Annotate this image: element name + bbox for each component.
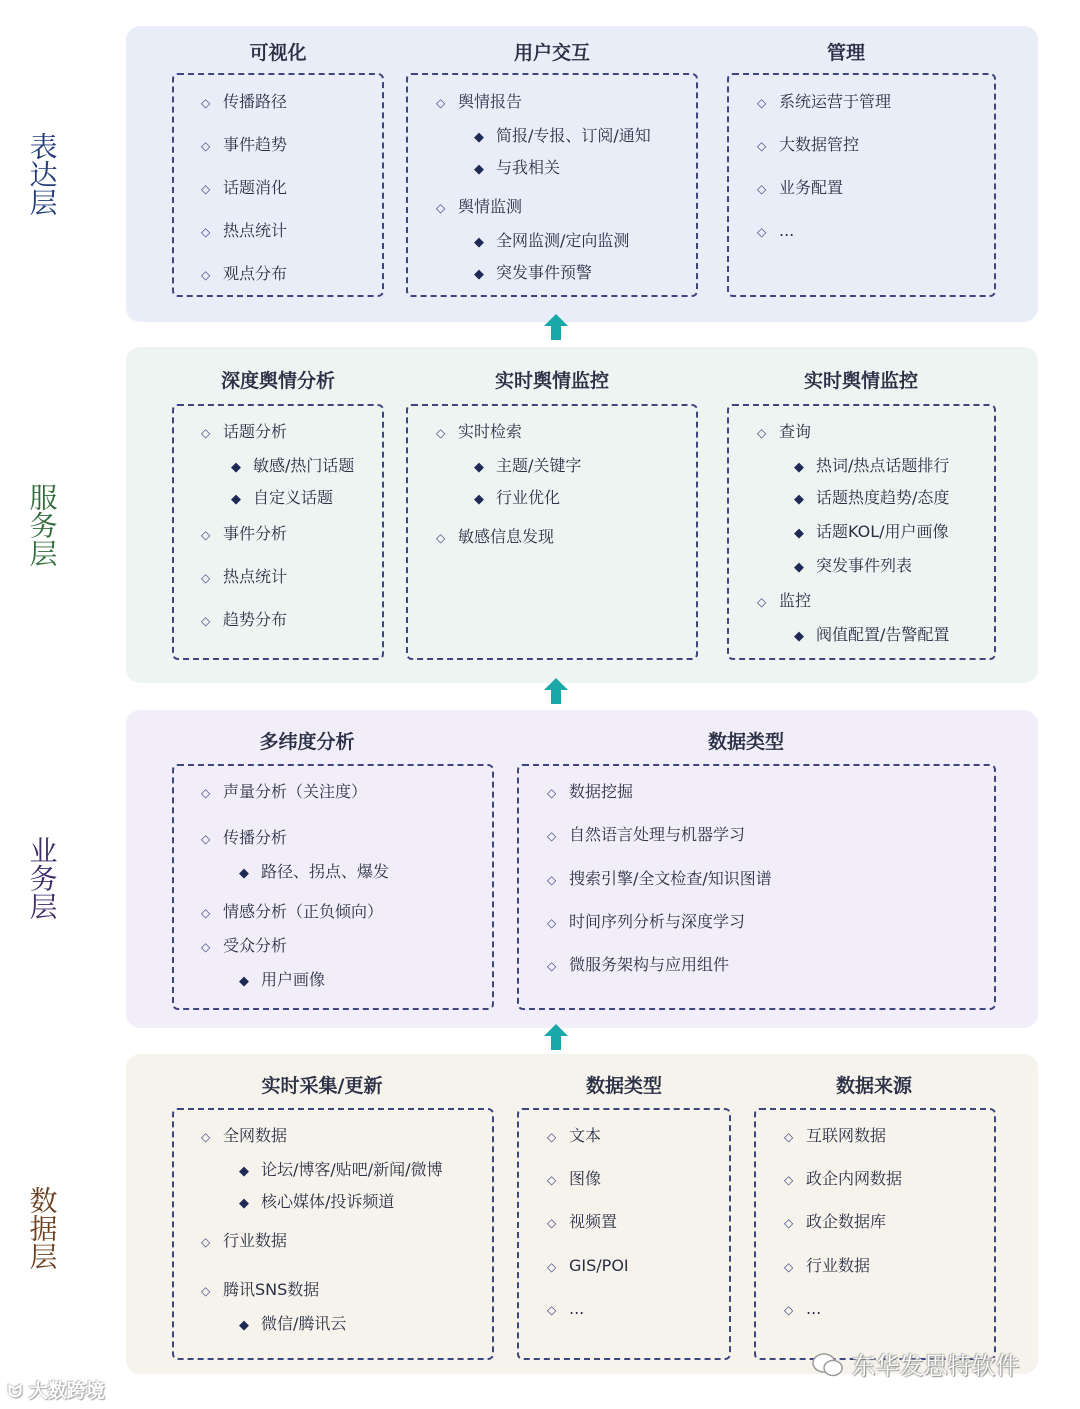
section-title-realtime-monitor: 实时舆情监控 — [494, 370, 609, 392]
list-item-text: 监控 — [779, 591, 812, 610]
service-layer-label — [22, 483, 62, 574]
list-item-text: 核心媒体/投诉频道 — [261, 1192, 395, 1211]
list-item-text: 简报/专报、订阅/通知 — [496, 126, 651, 145]
list-item-text: ... — [569, 1299, 585, 1318]
up-arrow-icon — [544, 678, 568, 704]
filled-diamond-icon: ◆ — [231, 492, 241, 507]
hollow-diamond-icon: ◇ — [784, 1260, 794, 1274]
list-item — [436, 197, 522, 218]
list-item-text: 热词/热点话题排行 — [816, 456, 950, 475]
list-item-text: 微信/腾讯云 — [261, 1314, 347, 1333]
list-item — [547, 955, 729, 976]
list-item — [784, 1169, 902, 1190]
list-item — [201, 524, 287, 545]
list-item-text: 话题分析 — [223, 422, 288, 441]
hollow-diamond-icon: ◇ — [201, 182, 211, 196]
hollow-diamond-icon: ◇ — [201, 268, 211, 282]
filled-diamond-icon: ◆ — [474, 130, 484, 145]
watermark-left — [8, 1376, 105, 1403]
section-title-data-types: 数据类型 — [585, 1075, 662, 1097]
business-layer-label — [22, 836, 62, 927]
up-arrow-icon — [544, 1024, 568, 1050]
list-item — [784, 1299, 821, 1320]
hollow-diamond-icon: ◇ — [201, 96, 211, 110]
hollow-diamond-icon: ◇ — [784, 1303, 794, 1317]
hollow-diamond-icon: ◇ — [547, 1173, 557, 1187]
list-item — [474, 456, 581, 478]
list-item — [201, 828, 287, 849]
list-item — [201, 567, 287, 588]
hollow-diamond-icon: ◇ — [436, 531, 446, 545]
hollow-diamond-icon: ◇ — [201, 1235, 211, 1249]
list-item-text: 时间序列分析与深度学习 — [569, 912, 746, 931]
list-item-text: 突发事件列表 — [816, 556, 913, 575]
list-item-text: 话题消化 — [223, 178, 288, 197]
list-item — [757, 591, 811, 612]
hollow-diamond-icon: ◇ — [547, 1216, 557, 1230]
hollow-diamond-icon: ◇ — [436, 426, 446, 440]
hollow-diamond-icon: ◇ — [201, 426, 211, 440]
expression-layer-label — [22, 132, 62, 223]
list-item — [474, 263, 592, 285]
list-item-text: 系统运营于管理 — [779, 92, 892, 111]
hollow-diamond-icon: ◇ — [201, 614, 211, 628]
list-item-text: 大数据管控 — [779, 135, 860, 154]
filled-diamond-icon: ◆ — [794, 526, 804, 541]
section-title-realtime-collection: 实时采集/更新 — [261, 1075, 383, 1097]
list-item — [239, 1192, 394, 1214]
list-item-text: 实时检索 — [458, 422, 523, 441]
section-title-multi-dimension: 多纬度分析 — [259, 731, 355, 753]
list-item — [757, 422, 811, 443]
list-item-text: 情感分析（正负倾向） — [223, 902, 384, 921]
list-item-text: 政企数据库 — [806, 1212, 887, 1231]
list-item — [794, 625, 949, 647]
hollow-diamond-icon: ◇ — [201, 139, 211, 153]
list-item — [547, 1212, 617, 1233]
section-title-realtime-monitor-2: 实时舆情监控 — [803, 370, 918, 392]
hollow-diamond-icon: ◇ — [757, 139, 767, 153]
list-item — [547, 869, 772, 890]
list-item — [239, 970, 325, 992]
list-item — [794, 522, 949, 544]
list-item-text: 主题/关键字 — [496, 456, 582, 475]
hollow-diamond-icon: ◇ — [547, 873, 557, 887]
list-item-text: 全网监测/定向监测 — [496, 231, 630, 250]
filled-diamond-icon: ◆ — [231, 460, 241, 475]
list-item — [547, 1169, 601, 1190]
hollow-diamond-icon: ◇ — [757, 595, 767, 609]
list-item-text: 与我相关 — [496, 158, 561, 177]
hollow-diamond-icon: ◇ — [547, 786, 557, 800]
hollow-diamond-icon: ◇ — [547, 1260, 557, 1274]
hollow-diamond-icon: ◇ — [547, 1130, 557, 1144]
list-item-text: GIS/POI — [569, 1256, 629, 1275]
section-title-data-sources: 数据来源 — [835, 1075, 912, 1097]
list-item — [757, 221, 794, 242]
watermark-left-text: 大数跨境 — [28, 1380, 105, 1402]
section-title-user-interaction: 用户交互 — [513, 42, 590, 64]
list-item — [436, 422, 522, 443]
hollow-diamond-icon: ◇ — [547, 916, 557, 930]
list-item — [239, 1160, 443, 1182]
section-title-deep-analysis: 深度舆情分析 — [220, 370, 335, 392]
list-item — [547, 1256, 629, 1277]
business-layer-label-text: 业务层 — [25, 836, 59, 920]
list-item-text: 互联网数据 — [806, 1126, 887, 1145]
wechat-logo-icon — [812, 1352, 844, 1378]
list-item-text: 腾讯SNS数据 — [223, 1280, 320, 1299]
list-item-text: 文本 — [569, 1126, 602, 1145]
hollow-diamond-icon: ◇ — [547, 959, 557, 973]
list-item-text: 舆情报告 — [458, 92, 523, 111]
list-item — [239, 862, 389, 884]
filled-diamond-icon: ◆ — [239, 1164, 249, 1179]
list-item — [757, 92, 891, 113]
list-item-text: 论坛/博客/贴吧/新闻/微博 — [261, 1160, 443, 1179]
list-item-text: 事件分析 — [223, 524, 288, 543]
list-item — [436, 92, 522, 113]
list-item-text: 路径、拐点、爆发 — [261, 862, 390, 881]
list-item — [201, 135, 287, 156]
list-item-text: 热点统计 — [223, 221, 288, 240]
list-item-text: 热点统计 — [223, 567, 288, 586]
data-layer-label — [22, 1186, 62, 1277]
list-item-text: 敏感信息发现 — [458, 527, 555, 546]
list-item — [201, 1231, 287, 1252]
hollow-diamond-icon: ◇ — [201, 786, 211, 800]
list-item-text: 敏感/热门话题 — [253, 456, 355, 475]
list-item-text: 自定义话题 — [253, 488, 334, 507]
filled-diamond-icon: ◆ — [794, 492, 804, 507]
filled-diamond-icon: ◆ — [474, 492, 484, 507]
list-item-text: 事件趋势 — [223, 135, 288, 154]
list-item-text: 全网数据 — [223, 1126, 288, 1145]
list-item — [784, 1212, 886, 1233]
list-item-text: 阀值配置/告警配置 — [816, 625, 950, 644]
list-item — [201, 221, 287, 242]
hollow-diamond-icon: ◇ — [436, 96, 446, 110]
list-item — [436, 527, 554, 548]
filled-diamond-icon: ◆ — [239, 1318, 249, 1333]
hollow-diamond-icon: ◇ — [757, 182, 767, 196]
hollow-diamond-icon: ◇ — [201, 225, 211, 239]
list-item-text: 舆情监测 — [458, 197, 523, 216]
list-item-text: 行业数据 — [223, 1231, 288, 1250]
list-item-text: 观点分布 — [223, 264, 288, 283]
list-item — [231, 488, 333, 510]
list-item-text: ... — [806, 1299, 822, 1318]
list-item — [784, 1256, 870, 1277]
hollow-diamond-icon: ◇ — [784, 1173, 794, 1187]
hollow-diamond-icon: ◇ — [757, 96, 767, 110]
hollow-diamond-icon: ◇ — [757, 225, 767, 239]
list-item — [547, 1126, 601, 1147]
list-item-text: 声量分析（关注度） — [223, 782, 368, 801]
watermark-right — [812, 1346, 1020, 1381]
list-item — [201, 92, 287, 113]
list-item-text: 突发事件预警 — [496, 263, 593, 282]
list-item — [201, 782, 367, 803]
hollow-diamond-icon: ◇ — [784, 1130, 794, 1144]
list-item — [757, 178, 843, 199]
hollow-diamond-icon: ◇ — [201, 906, 211, 920]
list-item — [794, 456, 949, 478]
hollow-diamond-icon: ◇ — [757, 426, 767, 440]
hollow-diamond-icon: ◇ — [547, 829, 557, 843]
hollow-diamond-icon: ◇ — [201, 940, 211, 954]
list-item-text: 数据挖掘 — [569, 782, 634, 801]
list-item — [474, 231, 629, 253]
list-item-text: 视频置 — [569, 1212, 618, 1231]
list-item — [547, 1299, 584, 1320]
filled-diamond-icon: ◆ — [794, 629, 804, 644]
watermark-right-text: 东华发思特软件 — [851, 1352, 1020, 1380]
list-item-text: 受众分析 — [223, 936, 288, 955]
hollow-diamond-icon: ◇ — [201, 832, 211, 846]
filled-diamond-icon: ◆ — [239, 974, 249, 989]
filled-diamond-icon: ◆ — [474, 460, 484, 475]
hollow-diamond-icon: ◇ — [436, 201, 446, 215]
filled-diamond-icon: ◆ — [239, 866, 249, 881]
list-item-text: ... — [779, 221, 795, 240]
list-item-text: 趋势分布 — [223, 610, 288, 629]
list-item — [239, 1314, 346, 1336]
list-item — [201, 264, 287, 285]
filled-diamond-icon: ◆ — [474, 162, 484, 177]
list-item — [201, 178, 287, 199]
list-item — [201, 422, 287, 443]
list-item-text: 图像 — [569, 1169, 602, 1188]
list-item — [794, 556, 912, 578]
up-arrow-icon — [544, 314, 568, 340]
list-item — [201, 1126, 287, 1147]
list-item — [231, 456, 354, 478]
service-layer-label-text: 服务层 — [25, 483, 59, 567]
hollow-diamond-icon: ◇ — [201, 1130, 211, 1144]
filled-diamond-icon: ◆ — [794, 460, 804, 475]
hollow-diamond-icon: ◇ — [201, 571, 211, 585]
list-item — [474, 488, 560, 510]
filled-diamond-icon: ◆ — [239, 1196, 249, 1211]
hollow-diamond-icon: ◇ — [201, 1284, 211, 1298]
list-item — [201, 936, 287, 957]
list-item-text: 行业优化 — [496, 488, 561, 507]
list-item-text: 传播分析 — [223, 828, 288, 847]
hollow-diamond-icon: ◇ — [784, 1216, 794, 1230]
section-title-data-types-business: 数据类型 — [707, 731, 784, 753]
list-item — [201, 1280, 319, 1301]
filled-diamond-icon: ◆ — [474, 235, 484, 250]
list-item-text: 搜索引擎/全文检查/知识图谱 — [569, 869, 772, 888]
list-item — [201, 902, 383, 923]
list-item-text: 用户画像 — [261, 970, 326, 989]
hollow-diamond-icon: ◇ — [547, 1303, 557, 1317]
list-item-text: 话题热度趋势/态度 — [816, 488, 950, 507]
list-item — [201, 610, 287, 631]
list-item — [474, 158, 560, 180]
list-item — [547, 825, 745, 846]
list-item — [794, 488, 949, 510]
filled-diamond-icon: ◆ — [474, 267, 484, 282]
list-item — [547, 912, 745, 933]
list-item-text: 自然语言处理与机器学习 — [569, 825, 746, 844]
list-item-text: 业务配置 — [779, 178, 844, 197]
section-title-visualization: 可视化 — [249, 42, 307, 64]
list-item-text: 行业数据 — [806, 1256, 871, 1275]
filled-diamond-icon: ◆ — [794, 560, 804, 575]
list-item — [784, 1126, 886, 1147]
list-item — [547, 782, 633, 803]
list-item-text: 微服务架构与应用组件 — [569, 955, 730, 974]
list-item-text: 话题KOL/用户画像 — [816, 522, 949, 541]
hollow-diamond-icon: ◇ — [201, 528, 211, 542]
list-item — [757, 135, 859, 156]
list-item-text: 传播路径 — [223, 92, 288, 111]
list-item — [474, 126, 651, 148]
list-item-text: 查询 — [779, 422, 812, 441]
expression-layer-label-text: 表达层 — [25, 132, 59, 216]
data-layer-label-text: 数据层 — [25, 1186, 59, 1270]
section-title-management: 管理 — [826, 42, 865, 64]
weibo-logo-icon: ᗢ — [8, 1382, 23, 1402]
list-item-text: 政企内网数据 — [806, 1169, 903, 1188]
